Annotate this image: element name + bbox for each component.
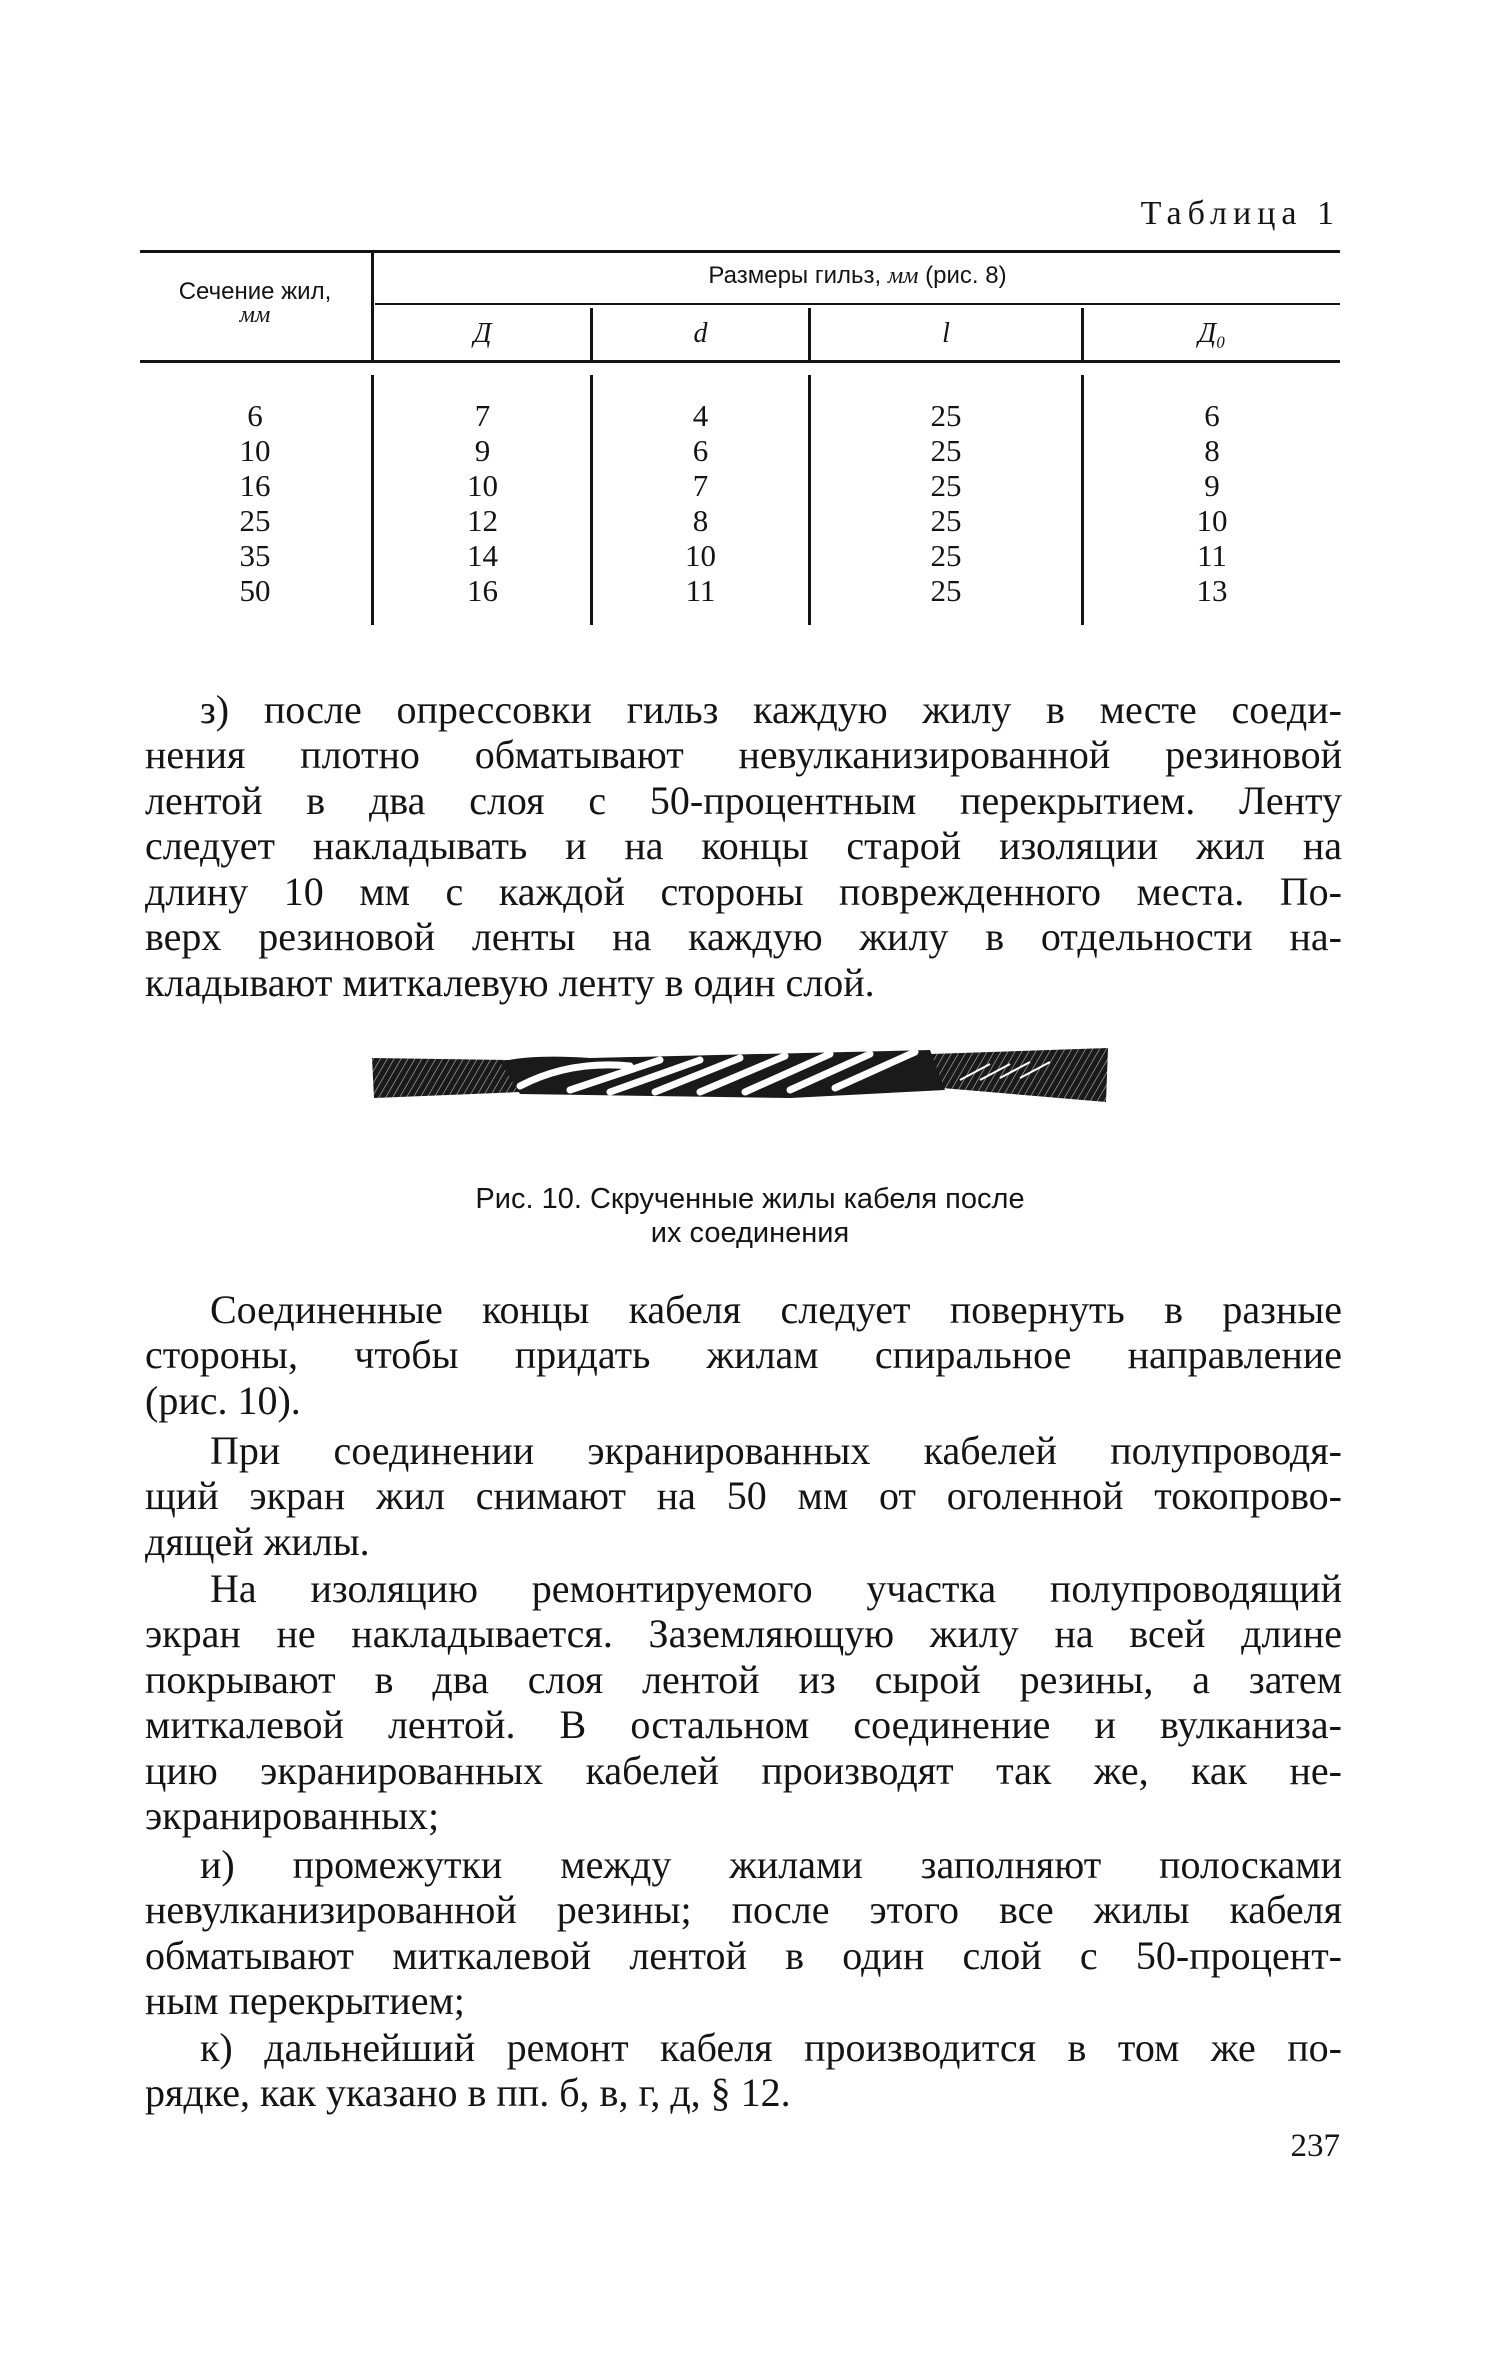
header-section-line1: Сечение жил,	[178, 278, 332, 305]
table-cell: 10	[467, 468, 498, 503]
table-top-rule	[140, 250, 1340, 253]
paragraph-2-first	[210, 1428, 1342, 1474]
table-cell: 4	[692, 398, 709, 433]
table-cell: 8	[1204, 433, 1220, 468]
header-group-ref: (рис. 8)	[925, 262, 1007, 289]
table-vline-1b	[371, 375, 374, 625]
text-line: к) дальнейший ремонт кабеля производится в том же по-	[200, 2025, 1342, 2070]
column-D	[375, 398, 590, 608]
text-line: На изоляцию ремонтируемого участка полупроводящий	[210, 1566, 1342, 1611]
table-vline-1	[371, 253, 374, 360]
text-line: экран не накладывается. Заземляющую жилу на всей длине	[145, 1611, 1342, 1656]
table-cell: 10	[239, 433, 271, 468]
table-cell: 25	[930, 503, 962, 538]
paragraph-3-first	[210, 1566, 1342, 1612]
table-cell: 6	[1204, 398, 1220, 433]
table-cell: 35	[239, 538, 271, 573]
text-line: экранированных;	[145, 1793, 440, 1838]
text-line: кладывают миткалевую ленту в один слой.	[145, 959, 875, 1005]
table-cell: 6	[692, 433, 709, 468]
paragraph-i-first	[200, 1842, 1342, 1888]
paragraph-z	[200, 687, 1342, 733]
cable-left-end	[372, 1058, 520, 1098]
paragraph-k-first	[200, 2025, 1342, 2071]
text-line: лентой в два слоя с 50-процентным перекрытием. Ленту	[145, 777, 1342, 823]
paragraph-3-body	[145, 1611, 1342, 1839]
text-line: покрывают в два слоя лентой из сырой резины, а затем	[145, 1656, 1342, 1702]
header-section-unit: мм	[239, 302, 271, 328]
table-cell: 12	[467, 503, 498, 538]
table-cell: 25	[930, 433, 962, 468]
table-cell: 16	[467, 573, 498, 608]
column-section	[140, 398, 370, 608]
cable-right-end	[930, 1048, 1108, 1102]
paragraph-k-body	[145, 2070, 1342, 2116]
table-cell: 13	[1196, 573, 1228, 608]
table-cell: 7	[692, 468, 709, 503]
table-cell: 7	[474, 398, 491, 433]
text-line: верх резиновой ленты на каждую жилу в отдельности на-	[145, 914, 1342, 959]
table-cell: 9	[1204, 468, 1220, 503]
text-line: нения плотно обматывают невулканизированной резиновой	[145, 732, 1342, 777]
text-line: дящей жилы.	[145, 1518, 370, 1564]
text-line: обматывают миткалевой лентой в один слой с 50-процент-	[145, 1932, 1342, 1978]
text-line: стороны, чтобы придать жилам спиральное направление	[145, 1332, 1342, 1377]
header-group-prefix: Размеры гильз,	[708, 262, 882, 289]
table-cell: 11	[685, 573, 716, 608]
figure-caption-line1: Рис. 10. Скрученные жилы кабеля после	[475, 1183, 1025, 1215]
table-cell: 8	[692, 503, 709, 538]
table-cell: 10	[685, 538, 716, 573]
text-line: следует накладывать и на концы старой изоляции жил на	[145, 823, 1342, 868]
table-subheader-rule	[375, 303, 1340, 305]
text-line: длину 10 мм с каждой стороны поврежденного места. По-	[145, 868, 1342, 914]
text-line: миткалевой лентой. В остальном соединение и вулканиза-	[145, 1702, 1342, 1747]
table-cell: 25	[239, 503, 271, 538]
paragraph-1-body	[145, 1332, 1342, 1423]
text-line: щий экран жил снимают на 50 мм от оголенной токопрово-	[145, 1473, 1342, 1518]
text-line: При соединении экранированных кабелей полупроводя-	[210, 1428, 1342, 1473]
table-cell: 16	[239, 468, 271, 503]
text-line: Соединенные концы кабеля следует повернуть в разные	[210, 1287, 1342, 1332]
table-cell: 25	[930, 538, 962, 573]
table-header-bottom-rule	[140, 360, 1340, 363]
header-section	[140, 278, 370, 329]
text-line: рядке, как указано в пп. б, в, г, д, § 12.	[145, 2070, 791, 2115]
table-cell: 9	[474, 433, 491, 468]
table-cell: 11	[1197, 538, 1227, 573]
figure-caption-line2: их соединения	[650, 1217, 850, 1249]
table-cell: 25	[930, 573, 962, 608]
table-cell: 6	[247, 398, 263, 433]
column-d	[593, 398, 808, 608]
subheader-D: Д	[473, 318, 492, 349]
text-line: невулканизированной резины; после этого все жилы кабеля	[145, 1887, 1342, 1932]
header-group-unit: мм	[887, 263, 919, 289]
table-cell: 10	[1196, 503, 1228, 538]
table-cell: 50	[239, 573, 271, 608]
table-caption: Таблица 1	[1140, 195, 1340, 232]
subheader-d: d	[693, 318, 708, 349]
table-cell: 14	[467, 538, 498, 573]
table-cell: 25	[930, 468, 962, 503]
column-l	[811, 398, 1081, 608]
column-D0	[1084, 398, 1340, 608]
text-line: и) промежутки между жилами заполняют полосками	[200, 1842, 1342, 1887]
text-line: ным перекрытием;	[145, 1978, 465, 2023]
text-line: з) после опрессовки гильз каждую жилу в месте соеди-	[200, 687, 1342, 732]
paragraph-1-first	[210, 1287, 1342, 1333]
twisted-cable-figure	[370, 1040, 1110, 1120]
paragraph-z-body	[145, 732, 1342, 1005]
text-line: цию экранированных кабелей производят так же, как не-	[145, 1747, 1342, 1793]
table-cell: 25	[930, 398, 962, 433]
text-line: (рис. 10).	[145, 1377, 301, 1423]
subheader-l: l	[942, 318, 950, 349]
header-group	[375, 262, 1340, 290]
subheader-D0: Д₀	[1198, 318, 1226, 349]
paragraph-i-body	[145, 1887, 1342, 2024]
paragraph-2-body	[145, 1473, 1342, 1564]
page-number: 237	[1290, 2128, 1340, 2164]
figure-caption	[300, 1182, 1200, 1250]
